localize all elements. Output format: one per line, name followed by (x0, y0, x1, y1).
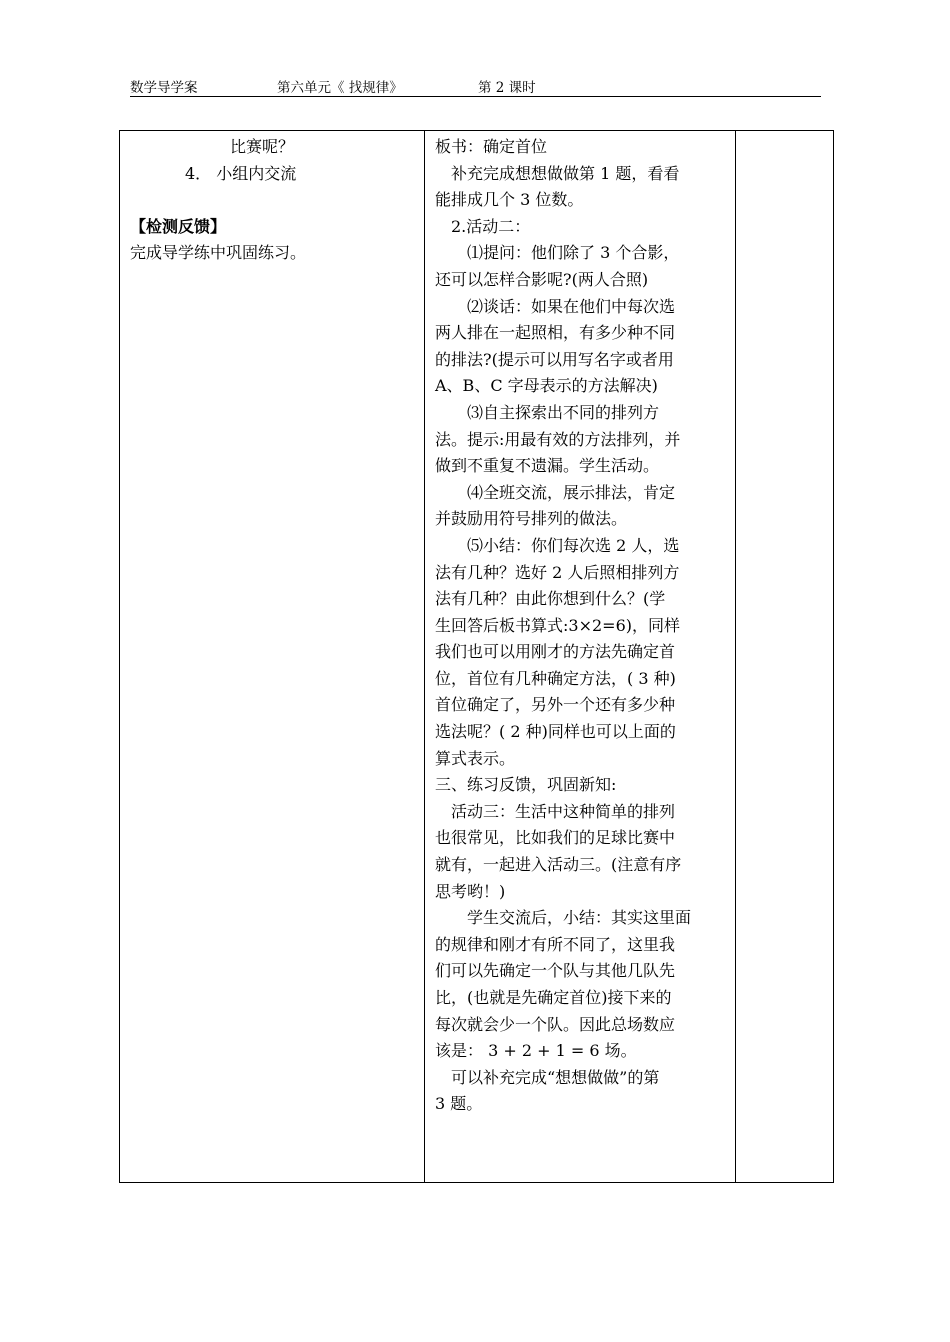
middle-column-line: 的规律和刚才有所不同了，这里我 (435, 934, 676, 954)
left-column-line: 完成导学练中巩固练习。 (130, 243, 307, 263)
middle-column-cell (435, 134, 731, 1118)
left-column-line: 比赛呢？ (230, 137, 295, 156)
middle-column-line: 的排法?(提示可以用写名字或者用 (435, 349, 674, 369)
middle-column-line: 法有几种？由此你想到什么？(学 (435, 589, 666, 609)
middle-column-line: 也很常见，比如我们的足球比赛中 (435, 828, 676, 848)
middle-column-line: 法。提示:用最有效的方法排列，并 (435, 429, 681, 449)
column-divider-left (424, 131, 425, 1182)
middle-column-line: 能排成几个 3 位数。 (435, 190, 584, 210)
left-column-line: 4． 小组内交流 (185, 163, 297, 183)
middle-column-line: 并鼓励用符号排列的做法。 (435, 509, 628, 529)
middle-column-line: 3 题。 (435, 1094, 483, 1114)
middle-column-line: 可以补充完成“想想做做”的第 (451, 1067, 660, 1087)
middle-column-line: 三、练习反馈，巩固新知: (435, 775, 617, 795)
middle-column-line: 们可以先确定一个队与其他几队先 (435, 961, 676, 981)
middle-column-line: 生回答后板书算式:3×2=6)，同样 (435, 615, 680, 635)
middle-column-line: 选法呢？( 2 种)同样也可以上面的 (435, 722, 676, 742)
middle-column-line: ⑴提问：他们除了 3 个合影， (467, 243, 680, 263)
middle-column-line: 每次就会少一个队。因此总场数应 (435, 1014, 676, 1034)
middle-column-line: 该是： 3 + 2 + 1 = 6 场。 (435, 1041, 637, 1061)
middle-column-line: 2.活动二： (451, 216, 531, 236)
header-unit-title: 第六单元《 找规律》 (277, 80, 403, 96)
middle-column-line: 首位确定了，另外一个还有多少种 (435, 695, 676, 715)
middle-column-line: 做到不重复不遗漏。学生活动。 (435, 456, 660, 476)
middle-column-line: 位，首位有几种确定方法，( 3 种) (435, 668, 676, 688)
middle-column-line: 还可以怎样合影呢?(两人合照) (435, 269, 649, 289)
middle-column-line: 板书：确定首位 (435, 137, 548, 156)
middle-column-line: 思考哟！) (435, 881, 506, 901)
middle-column-line: ⑸小结：你们每次选 2 人，选 (467, 535, 680, 555)
middle-column-line: ⑶自主探索出不同的排列方 (467, 402, 660, 422)
left-column-line (130, 187, 420, 214)
middle-column-line: 算式表示。 (435, 748, 516, 768)
middle-column-line: 活动三：生活中这种简单的排列 (451, 801, 676, 821)
middle-column-line: 我们也可以用刚才的方法先确定首 (435, 642, 676, 662)
header-course-title: 数学导学案 (130, 80, 198, 96)
lesson-plan-table (119, 130, 834, 1183)
middle-column-line: A、B、C 字母表示的方法解决) (435, 376, 658, 396)
middle-column-line: 比，(也就是先确定首位)接下来的 (435, 988, 672, 1007)
middle-column-line: 两人排在一起照相，有多少种不同 (435, 323, 676, 343)
column-divider-right (735, 131, 736, 1182)
header-lesson-number: 第 2 课时 (478, 80, 536, 96)
middle-column-line: ⑷全班交流，展示排法，肯定 (467, 482, 676, 502)
middle-column-line: ⑵谈话：如果在他们中每次选 (467, 296, 676, 316)
page-header (130, 76, 820, 96)
left-column-line: 【检测反馈】 (130, 216, 227, 236)
middle-column-line: 补充完成想想做做第 1 题，看看 (451, 163, 680, 183)
middle-column-line: 就有，一起进入活动三。(注意有序 (435, 855, 682, 875)
middle-column-line: 法有几种？选好 2 人后照相排列方 (435, 562, 680, 582)
header-rule (130, 96, 821, 97)
middle-column-line: 学生交流后，小结：其实这里面 (467, 908, 692, 928)
left-column-cell (130, 134, 420, 267)
